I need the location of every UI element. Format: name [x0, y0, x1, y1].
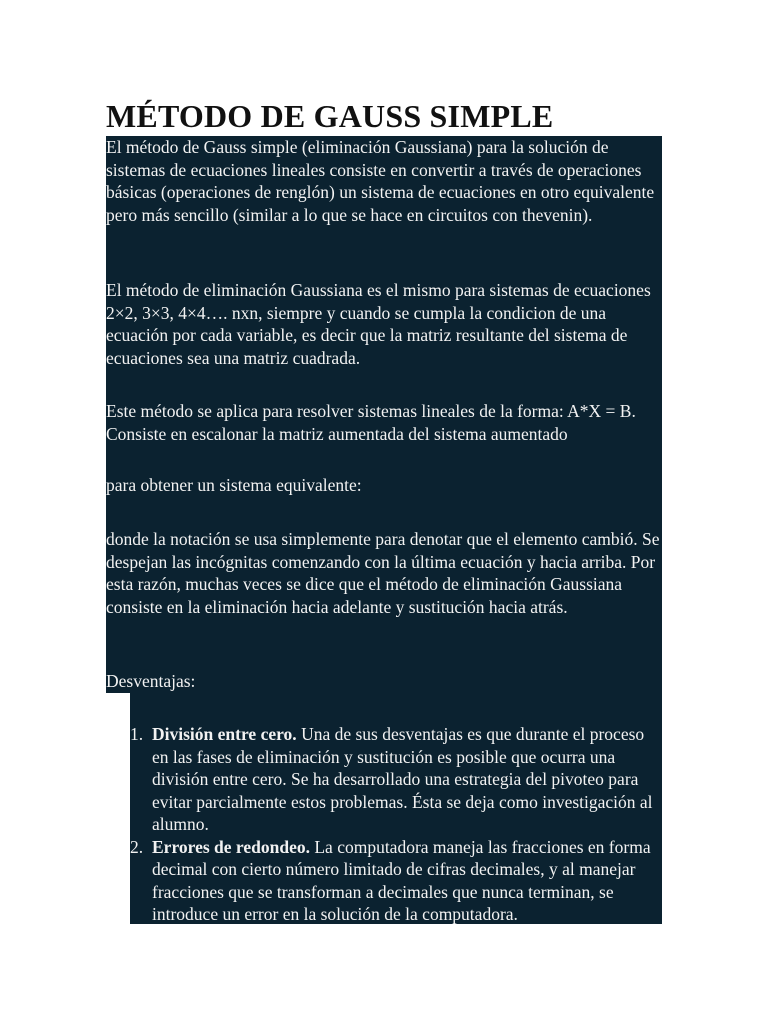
- list-item: [130, 836, 662, 926]
- list-item-text: La computadora maneja las fracciones en forma decimal con cierto número limitado de cifras decimales, y al manejar fracciones que se transforman a decimales que nunca terminan, se introduce un error en la solución de la computadora.: [152, 836, 651, 924]
- list-item: [130, 723, 662, 836]
- paragraph-disadvantages-heading: Desventajas:: [106, 671, 196, 691]
- disadvantages-list: [130, 723, 662, 926]
- paragraph-application: Este método se aplica para resolver sistemas lineales de la forma: A*X = B. Consiste en escalonar la matriz aumentada del sistema aumentado: [106, 401, 636, 444]
- paragraph-intro: El método de Gauss simple (eliminación Gaussiana) para la solución de sistemas de ecuaciones lineales consiste en convertir a través de operaciones básicas (operaciones de renglón) un sistema de ecuaciones en otro equivalente pero más sencillo (similar a lo que se hace en circuitos con thevenin).: [106, 137, 655, 225]
- page-title: MÉTODO DE GAUSS SIMPLE: [106, 98, 554, 134]
- list-item-heading: División entre cero.: [152, 724, 297, 744]
- list-item-heading: Errores de redondeo.: [152, 836, 310, 857]
- paragraph-equivalent: para obtener un sistema equivalente:: [106, 475, 362, 495]
- paragraph-systems: El método de eliminación Gaussiana es el mismo para sistemas de ecuaciones 2×2, 3×3, 4×4…. nxn, siempre y cuando se cumpla la condicion de una ecuación por cada variable, es decir que la matriz resultante del sistema de ecuaciones sea una matriz cuadrada.: [106, 280, 651, 368]
- list-item-text: Una de sus desventajas es que durante el proceso en las fases de eliminación y sustitución es posible que ocurra una división entre cero. Se ha desarrollado una estrategia del pivoteo para evitar parcialmente estos problemas. Ésta se deja como investigación al alumno.: [152, 724, 653, 834]
- list-item-number: 2.: [130, 836, 144, 857]
- paragraph-notation: donde la notación se usa simplemente para denotar que el elemento cambió. Se despejan las incógnitas comenzando con la última ecuación y hacia arriba. Por esta razón, muchas veces se dice que el método de eliminación Gaussiana consiste en la eliminación hacia adelante y sustitución hacia atrás.: [106, 529, 660, 617]
- list-item-number: 1.: [130, 724, 144, 744]
